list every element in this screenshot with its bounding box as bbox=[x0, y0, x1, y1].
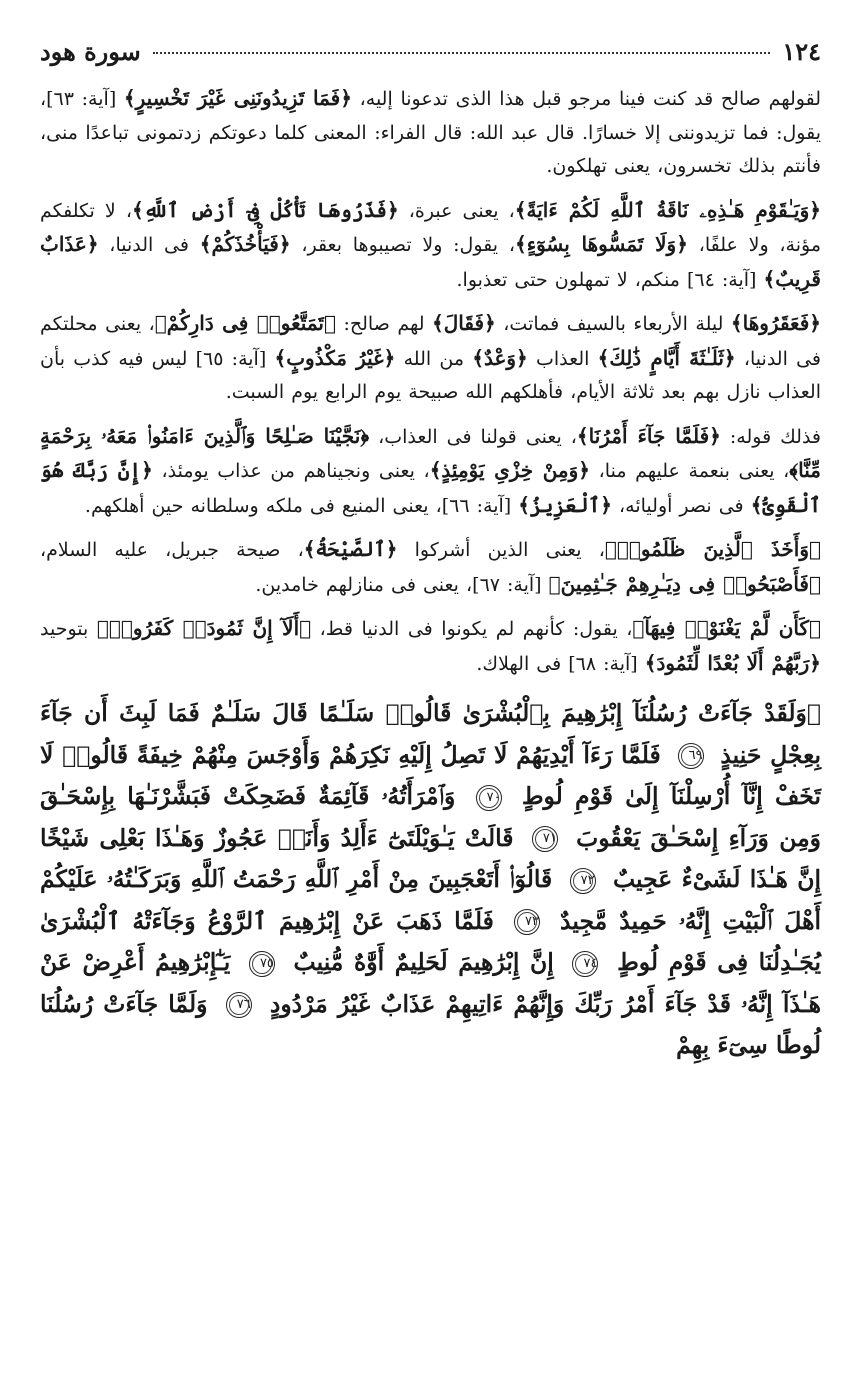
commentary-text: ليلة الأربعاء بالسيف فماتت، bbox=[495, 313, 731, 335]
quran-quote: ﴿ٱلصَّيْحَةُ﴾ bbox=[303, 537, 398, 561]
ayah-number-marker: ٧٣ bbox=[514, 909, 540, 935]
commentary-paragraph bbox=[40, 533, 821, 602]
quran-quote: ﴿نَجَّيْنَا صَـٰلِحًا وَٱلَّذِينَ ءَامَنُوا۟ مَعَهُۥ بِرَحْمَةٍ مِّنَّا﴾ bbox=[40, 423, 821, 482]
surah-title: سورة هود bbox=[40, 37, 141, 66]
commentary-text: ، لا تكلفكم مؤنة، ولا علفًا، bbox=[40, 199, 821, 256]
quran-quote: ﴿فَذَرُوهَا تَأْكُلْ فِىٓ أَرْضِ ٱللَّهِ﴾ bbox=[131, 197, 399, 222]
commentary-text: [آية: ٦٣]، يقول: فما تزيدوننى إلا خسارًا. قال عبد الله: قال الفراء: المعنى كلما دعوتكم زدتمونى تباعدًا منى، فأنتم بذلك تخسرون، يعنى تهلكون. bbox=[40, 88, 821, 177]
quran-text-block bbox=[40, 693, 821, 1067]
quran-quote: ﴿ثَلَـٰثَةَ أَيَّامٍ ذَٰلِكَ﴾ bbox=[597, 345, 736, 370]
quran-quote: ﴿أَلَآ إِنَّ ثَمُودَا۟ كَفَرُوا۟﴾ bbox=[96, 616, 312, 640]
commentary-text: لقولهم صالح قد كنت فينا مرجو قبل هذا الذى تدعونا إليه، bbox=[351, 88, 821, 110]
commentary-paragraph bbox=[40, 612, 821, 681]
quran-quote: ﴿وَأَخَذَ ٱلَّذِينَ ظَلَمُوا۟﴾ bbox=[604, 537, 821, 561]
ayah-text: ﴿وَلَقَدْ جَآءَتْ رُسُلُنَآ إِبْرَٰهِيمَ بِٱلْبُشْرَىٰ قَالُوا۟ سَلَـٰمًا قَالَ سَلَـٰمٌ فَمَا لَبِثَ أَن جَآءَ بِعِجْلٍ حَنِيذٍ bbox=[40, 699, 821, 769]
ayah-text: وَٱمْرَأَتُهُۥ قَآئِمَةٌ فَضَحِكَتْ فَبَشَّرْنَـٰهَا بِإِسْحَـٰقَ وَمِن وَرَآءِ إِسْحَـٰقَ يَعْقُوبَ bbox=[40, 782, 822, 852]
commentary-text: [آية: ٦٥] ليس فيه كذب بأن العذاب نازل بهم بعد ثلاثة الأيام، فأهلكهم الله صبيحة يوم الرابع يوم السبت. bbox=[40, 347, 821, 403]
ayah-number-marker: ٧٢ bbox=[570, 868, 596, 894]
quran-quote: ﴿رَبَّهُمْ أَلَا بُعْدًا لِّثَمُودَ﴾ bbox=[644, 650, 821, 675]
ayah-text: فَلَمَّا رَءَآ أَيْدِيَهُمْ لَا تَصِلُ إِلَيْهِ نَكِرَهُمْ وَأَوْجَسَ مِنْهُمْ خِيفَةً قَالُوا۟ لَا تَخَفْ إِنَّآ أُرْسِلْنَآ إِلَىٰ قَوْمِ لُوطٍ bbox=[40, 740, 821, 810]
ayah-number-marker: ٧٤ bbox=[572, 951, 598, 977]
commentary-text: ، يعنى محلتكم فى الدنيا، bbox=[40, 313, 822, 370]
ayah-number-marker: ٧٠ bbox=[476, 785, 502, 811]
quran-quote: ﴿وَلَا تَمَسُّوهَا بِسُوٓءٍ﴾ bbox=[514, 232, 688, 256]
quran-quote: ﴿فَأَصْبَحُوا۟ فِى دِيَـٰرِهِمْ جَـٰثِمِينَ﴾ bbox=[548, 571, 821, 596]
quran-quote: ﴿فَمَا تَزِيدُونَنِى غَيْرَ تَخْسِيرٍ﴾ bbox=[123, 86, 352, 110]
ayah-number-marker: ٦٩ bbox=[678, 743, 704, 769]
ayah-number-marker: ٧٥ bbox=[249, 951, 275, 977]
quran-quote: ﴿تَمَتَّعُوا۟ فِى دَارِكُمْ﴾ bbox=[154, 311, 336, 335]
commentary-text: ، يقول: كأنهم لم يكونوا فى الدنيا قط، bbox=[311, 618, 633, 640]
quran-quote: ﴿فَلَمَّا جَآءَ أَمْرُنَا﴾ bbox=[576, 423, 721, 448]
quran-quote: ﴿إِنَّ رَبَّكَ هُوَ ٱلْقَوِىُّ﴾ bbox=[40, 458, 821, 517]
commentary-paragraph bbox=[40, 307, 821, 410]
quran-quote: ﴿غَيْرُ مَكْذُوبٍ﴾ bbox=[274, 345, 396, 370]
quran-quote: ﴿وَيَـٰقَوْمِ هَـٰذِهِۦ نَاقَةُ ٱللَّهِ لَكُمْ ءَايَةً﴾ bbox=[514, 197, 821, 222]
ayah-text: فَلَمَّا ذَهَبَ عَنْ إِبْرَٰهِيمَ ٱلرَّوْعُ وَجَآءَتْهُ ٱلْبُشْرَىٰ يُجَـٰدِلُنَا فِى قَوْمِ لُوطٍ bbox=[40, 906, 822, 976]
page-number: ١٢٤ bbox=[782, 37, 821, 66]
commentary-text: من الله bbox=[395, 347, 473, 370]
dotted-leader bbox=[153, 52, 771, 54]
commentary-paragraph bbox=[40, 82, 821, 184]
commentary-text: [آية: ٦٧]، يعنى فى منازلهم خامدين. bbox=[255, 573, 549, 596]
ayah-number-marker: ٧٦ bbox=[226, 992, 252, 1018]
commentary-text: ، يقول: ولا تصيبوها بعقر، bbox=[290, 234, 515, 256]
quran-quote: ﴿فَعَقَرُوهَا﴾ bbox=[730, 311, 821, 335]
commentary-text: [آية: ٦٨] فى الهلاك. bbox=[476, 652, 645, 675]
quran-quote: ﴿وَعْدٌ﴾ bbox=[472, 345, 528, 370]
ayah-text: قَالَتْ يَـٰوَيْلَتَىٰٓ ءَأَلِدُ وَأَنَا۠ عَجُوزٌ وَهَـٰذَا بَعْلِى شَيْخًا إِنَّ هَـٰذَا لَشَىْءٌ عَجِيبٌ bbox=[40, 823, 821, 893]
quran-quote: ﴿ٱلْعَزِيزُ﴾ bbox=[518, 492, 612, 517]
ayah-text: وَلَمَّا جَآءَتْ رُسُلُنَا لُوطًا سِىٓءَ بِهِمْ bbox=[40, 989, 821, 1059]
commentary-text: ، يعنى قولنا فى العذاب، bbox=[369, 425, 577, 448]
commentary-text: بتوحيد bbox=[40, 618, 97, 640]
commentary-text: فذلك قوله: bbox=[720, 425, 821, 448]
page-header bbox=[40, 38, 821, 82]
ayah-text: قَالُوٓا۟ أَتَعْجَبِينَ مِنْ أَمْرِ ٱللَّهِ رَحْمَتُ ٱللَّهِ وَبَرَكَـٰتُهُۥ عَلَيْكُمْ أَهْلَ ٱلْبَيْتِ إِنَّهُۥ حَمِيدٌ مَّجِيدٌ bbox=[40, 865, 822, 935]
commentary-text: [آية: ٦٤] منكم، لا تمهلون حتى تعذبوا. bbox=[456, 268, 764, 291]
quran-quote: ﴿عَذَابٌ قَرِيبٌ﴾ bbox=[40, 232, 821, 291]
commentary-text: لهم صالح: bbox=[335, 313, 433, 335]
commentary-text: ، يعنى بنعمة عليهم منا، bbox=[590, 460, 790, 482]
ayah-number-marker: ٧١ bbox=[532, 826, 558, 852]
tafsir-commentary bbox=[40, 82, 821, 681]
quran-quote: ﴿فَيَأْخُذَكُمْ﴾ bbox=[199, 232, 291, 256]
commentary-text: ، صيحة جبريل، عليه السلام، bbox=[40, 539, 304, 561]
ayah-text: إِنَّ إِبْرَٰهِيمَ لَحَلِيمٌ أَوَّٰهٌ مُّنِيبٌ bbox=[293, 948, 554, 976]
commentary-text: فى نصر أوليائه، bbox=[611, 494, 751, 517]
commentary-text: [آية: ٦٦]، يعنى المنيع فى ملكه وسلطانه حين أهلكهم. bbox=[84, 494, 519, 517]
commentary-paragraph bbox=[40, 420, 821, 524]
commentary-text: ، يعنى عبرة، bbox=[398, 199, 515, 222]
quran-quote: ﴿وَمِنْ خِزْىِ يَوْمِئِذٍ﴾ bbox=[429, 458, 591, 482]
commentary-text: فى الدنيا، bbox=[98, 234, 200, 256]
commentary-text: ، يعنى الذين أشركوا bbox=[397, 539, 605, 561]
commentary-text: ، يعنى ونجيناهم من عذاب يومئذ، bbox=[152, 460, 430, 482]
commentary-text: العذاب bbox=[527, 347, 598, 370]
quran-quote: ﴿كَأَن لَّمْ يَغْنَوْا۟ فِيهَآ﴾ bbox=[632, 616, 822, 640]
quran-quote: ﴿فَقَالَ﴾ bbox=[432, 311, 496, 335]
commentary-paragraph bbox=[40, 194, 821, 298]
ayah-text: يَـٰٓإِبْرَٰهِيمُ أَعْرِضْ عَنْ هَـٰذَآ إِنَّهُۥ قَدْ جَآءَ أَمْرُ رَبِّكَ وَإِنَّهُمْ ءَاتِيهِمْ عَذَابٌ غَيْرُ مَرْدُودٍ bbox=[40, 948, 822, 1018]
